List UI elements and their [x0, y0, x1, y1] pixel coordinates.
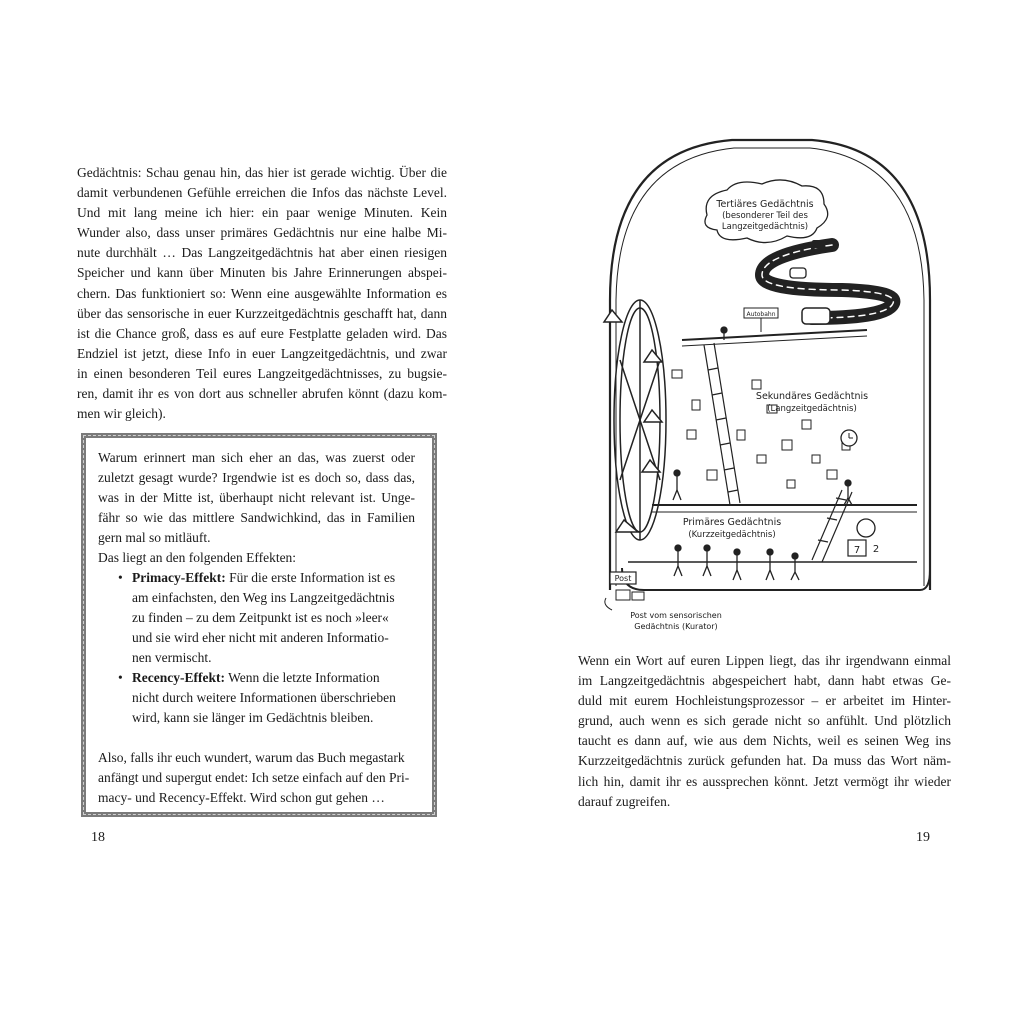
- secondary-label-2: (Langzeitgedächtnis): [767, 404, 857, 414]
- tertiary-label-1: Tertiäres Gedächtnis: [716, 199, 814, 210]
- highway-road: [762, 245, 893, 318]
- effects-list: [98, 568, 415, 728]
- secondary-label-1: Sekundäres Gedächtnis: [755, 391, 869, 402]
- primary-label-1: Primäres Gedächtnis: [682, 517, 782, 528]
- right-page: [512, 0, 1024, 1024]
- box-effects-intro: Das liegt an den folgenden Effekten:: [98, 550, 297, 565]
- tertiary-label-3: Langzeitgedächtnis): [721, 222, 809, 232]
- intro-paragraph: Gedächtnis: Schau genau hin, das hier ist gerade wichtig. Über die damit verbundenen Gefühle erreichen die Infos das nächste Level. Und mit lang meine ich hier: ein paar wenige Minuten. Kein Wunder also, dass unser primäres Gedächtnis nur eine halbe Mi- nute durchhält … Das Langzeitgedächtnis hat aber einen riesigen Speicher und kann über Minuten bis Jahre Erinnerungen abspei- chern. Das funktioniert so: Wenn eine ausgewählte Information es über das sensorische in euer Kurzzeitgedächtnis geschafft hat, dann ist die Chance groß, dass es auf eure Festplatte geladen wird. Das Endziel ist jetzt, diese Info in euer Langzeitgedächtnis, und zwar in einen besonderen Teil eures Langzeitgedächtnisses, zu bugsie- ren, damit ihr es von dort aus schneller abrufen könnt (dazu kom- men wir gleich).: [77, 165, 447, 422]
- tertiary-label-2: (besonderer Teil des: [722, 211, 808, 221]
- page-number-left: 18: [91, 830, 105, 845]
- body-paragraph: Wenn ein Wort auf euren Lippen liegt, das ihr irgendwann einmal im Langzeitgedächtnis abgespeichert habt, dann habt etwas Ge- duld mit eurem Hochleistungsprozessor – er arbeitet im Hinter- grund, auch wenn es sich gerade nicht so anfühlt. Und plötzlich taucht es dann auf, wie aus dem Nichts, weil es seinen Weg ins Kurzzeitgedächtnis zurück gefunden hat. Da muss das Wort näm- lich hin, damit ihr es aussprechen könnt. Jetzt vermögt ihr wieder darauf zugreifen.: [578, 653, 951, 809]
- list-item: • Recency-Effekt: Wenn die letzte Information nicht durch weitere Informationen überschrieben wird, kann sie länger im Gedächtnis bleiben.: [118, 668, 415, 728]
- autobahn-sign: Autobahn: [746, 311, 776, 318]
- post-sign: Post: [614, 574, 632, 583]
- svg-text:2: 2: [872, 544, 880, 555]
- stick-figures: [673, 327, 852, 580]
- box-closing: Also, falls ihr euch wundert, warum das Buch megastark anfängt und supergut endet: Ich setze einfach auf den Pri- macy- und Recency-Effekt. Wird schon gut gehen …: [98, 750, 410, 805]
- illustration-caption: Post vom sensorischen Gedächtnis (Kurator): [630, 611, 722, 631]
- recency-term: Recency-Effekt:: [132, 670, 225, 685]
- memory-illustration: [512, 0, 1024, 640]
- box-question: Warum erinnert man sich eher an das, was zuerst oder zuletzt gesagt wurde? Irgendwie ist es doch so, dass das, was in der Mitte ist, überhaupt nicht relevant ist. Unge- fähr so wie das mittlere Sandwichkind, das in Familien gern mal so mitläuft.: [98, 450, 415, 545]
- primary-label-2: (Kurzzeitgedächtnis): [688, 530, 776, 540]
- info-box: [81, 433, 437, 817]
- primacy-term: Primacy-Effekt:: [132, 570, 226, 585]
- svg-text:7: 7: [853, 545, 861, 556]
- list-item: • Primacy-Effekt: Für die erste Information ist es am einfachsten, den Weg ins Langzeitgedächtnis zu finden – zu dem Zeitpunkt ist es noch »leer« und sie wird eher nicht mit anderen Informatio- nen vermischt.: [118, 568, 415, 668]
- memory-frames: [672, 370, 850, 488]
- page-number-right: 19: [916, 830, 930, 845]
